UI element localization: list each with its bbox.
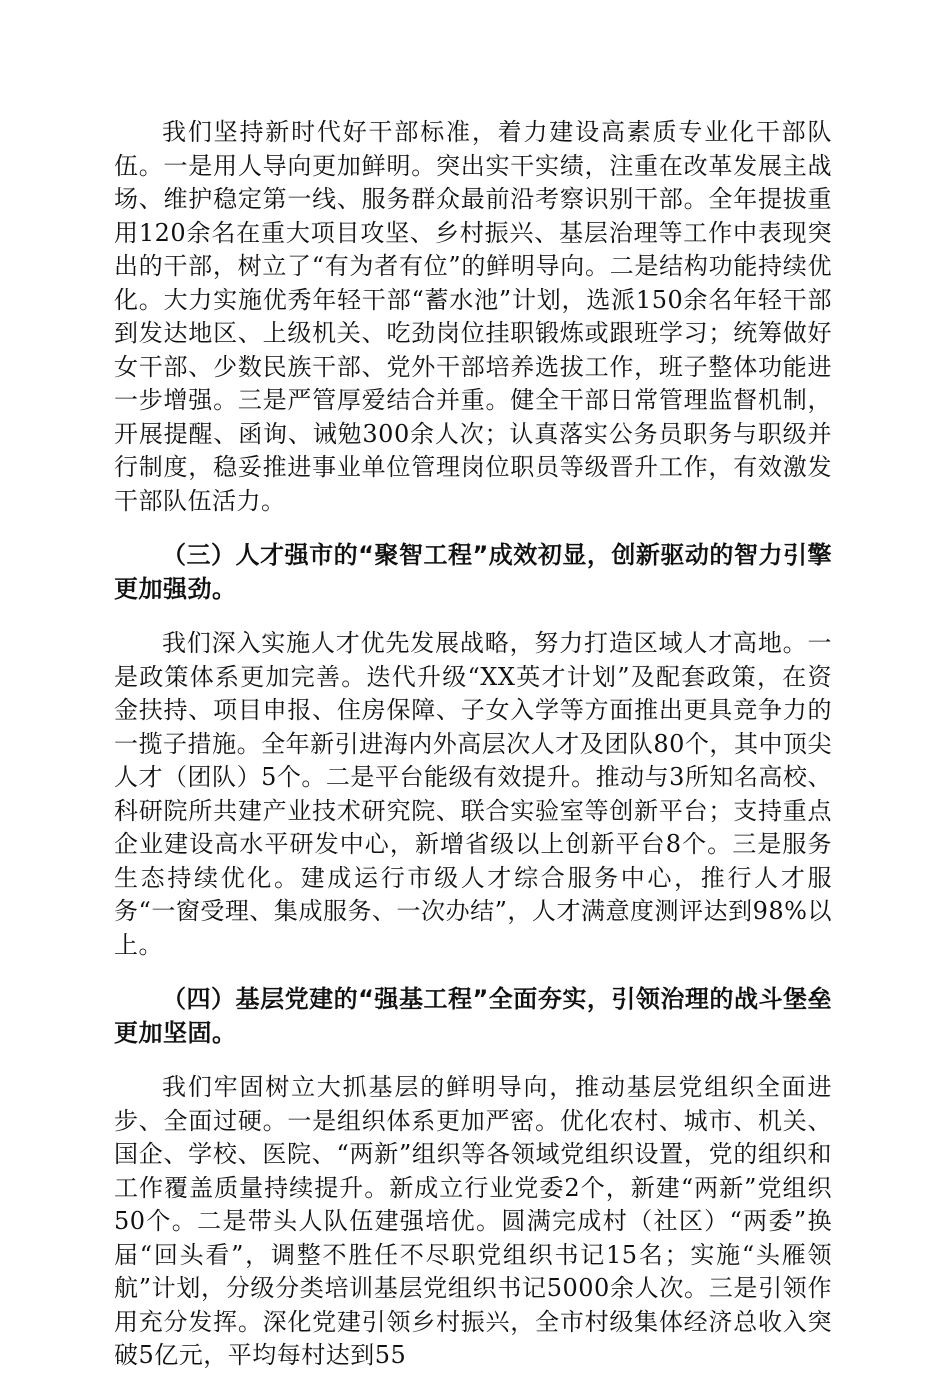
document-page	[114, 116, 832, 1373]
paragraph-talent: 我们深入实施人才优先发展战略，努力打造区域人才高地。一是政策体系更加完善。迭代升级“XX英才计划”及配套政策，在资金扶持、项目申报、住房保障、子女入学等方面推出更具竞争力的一揽子措施。全年新引进海内外高层次人才及团队80个，其中顶尖人才（团队）5个。二是平台能级有效提升。推动与3所知名高校、科研院所共建产业技术研究院、联合实验室等创新平台；支持重点企业建设高水平研发中心，新增省级以上创新平台8个。三是服务生态持续优化。建成运行市级人才综合服务中心，推行人才服务“一窗受理、集成服务、一次办结”，人才满意度测评达到98%以上。	[114, 629, 832, 959]
section-heading-3: （三）人才强市的“聚智工程”成效初显，创新驱动的智力引擎更加强劲。	[114, 541, 832, 603]
paragraph-cadre-team: 我们坚持新时代好干部标准，着力建设高素质专业化干部队伍。一是用人导向更加鲜明。突出实干实绩，注重在改革发展主战场、维护稳定第一线、服务群众最前沿考察识别干部。全年提拔重用120余名在重大项目攻坚、乡村振兴、基层治理等工作中表现突出的干部，树立了“有为者有位”的鲜明导向。二是结构功能持续优化。大力实施优秀年轻干部“蓄水池”计划，选派150余名年轻干部到发达地区、上级机关、吃劲岗位挂职锻炼或跟班学习；统筹做好女干部、少数民族干部、党外干部培养选拔工作，班子整体功能进一步增强。三是严管厚爱结合并重。健全干部日常管理监督机制，开展提醒、函询、诫勉300余人次；认真落实公务员职务与职级并行制度，稳妥推进事业单位管理岗位职员等级晋升工作，有效激发干部队伍活力。	[114, 118, 832, 515]
section-heading-4: （四）基层党建的“强基工程”全面夯实，引领治理的战斗堡垒更加坚固。	[114, 985, 832, 1047]
paragraph-grassroots: 我们牢固树立大抓基层的鲜明导向，推动基层党组织全面进步、全面过硬。一是组织体系更加严密。优化农村、城市、机关、国企、学校、医院、“两新”组织等各领域党组织设置，党的组织和工作覆盖质量持续提升。新成立行业党委2个，新建“两新”党组织50个。二是带头人队伍建强培优。圆满完成村（社区）“两委”换届“回头看”，调整不胜任不尽职党组织书记15名；实施“头雁领航”计划，分级分类培训基层党组织书记5000余人次。三是引领作用充分发挥。深化党建引领乡村振兴，全市村级集体经济总收入突破5亿元，平均每村达到55	[114, 1073, 832, 1369]
